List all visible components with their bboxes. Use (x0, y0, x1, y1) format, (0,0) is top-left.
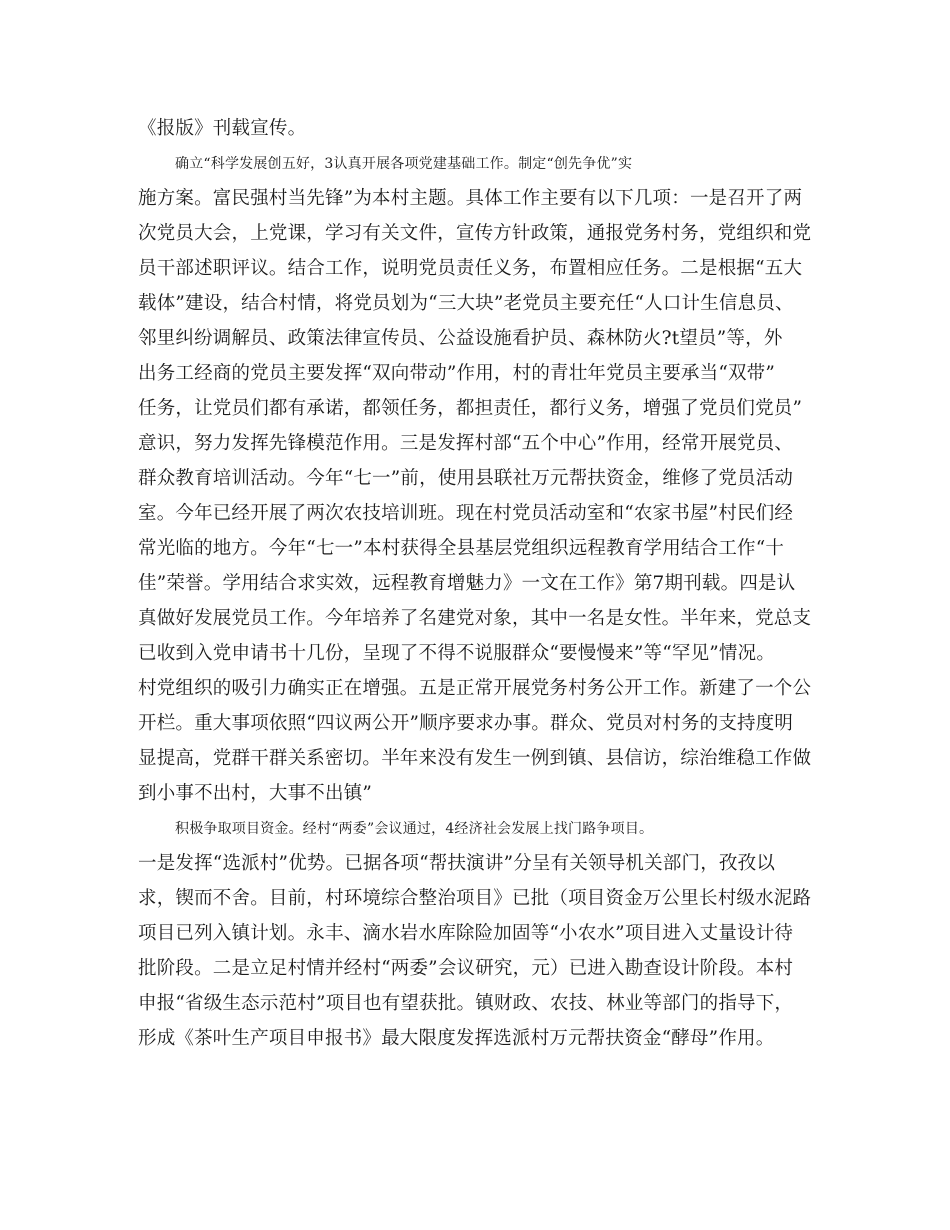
text-line: 群众教育培训活动。今年“七一”前，使用县联社万元帮扶资金，维修了党员活动 (138, 468, 794, 489)
text-line: 批阶段。二是立足村情并经村“两委”会议研究，元）已进入勘查设计阶段。本村 (138, 958, 794, 979)
paragraph-start-line: 积极争取项目资金。经村“两委”会议通过，4经济社会发展上找门路争项目。 (175, 821, 654, 837)
text-line: 载体”建设，结合村情，将党员划为“三大块”老党员主要充任“人口计生信息员、 (138, 293, 794, 314)
text-line: 一是发挥“选派村”优势。已据各项“帮扶演讲”分呈有关领导机关部门，孜孜以 (138, 853, 776, 874)
text-line: 村党组织的吸引力确实正在增强。五是正常开展党务村务公开工作。新建了一个公 (138, 678, 812, 699)
text-line: 常光临的地方。今年“七一”本村获得全县基层党组织远程教育学用结合工作“十 (138, 538, 785, 559)
text-line: 《报版》刊载宣传。 (138, 118, 307, 139)
paragraph-start-line: 确立“科学发展创五好，3认真开展各项党建基础工作。制定“创先争优”实 (175, 156, 633, 172)
text-line: 佳”荣誉。学用结合求实效，远程教育增魅力》一文在工作》第7期刊载。四是认 (138, 573, 796, 594)
text-line: 员干部述职评议。结合工作，说明党员责任义务，布置相应任务。二是根据“五大 (138, 258, 803, 279)
text-line: 形成《茶叶生产项目申报书》最大限度发挥选派村万元帮扶资金“酵母”作用。 (138, 1028, 775, 1049)
text-line: 求，锲而不舍。目前，村环境综合整治项目》已批（项目资金万公里长村级水泥路 (138, 888, 812, 909)
text-line: 项目已列入镇计划。永丰、滴水岩水库除险加固等“小农水”项目进入丈量设计待 (138, 923, 794, 944)
text-line: 开栏。重大事项依照“四议两公开”顺序要求办事。群众、党员对村务的支持度明 (138, 713, 794, 734)
text-line: 真做好发展党员工作。今年培养了名建党对象，其中一名是女性。半年来，党总支 (138, 608, 812, 629)
text-line: 室。今年已经开展了两次农技培训班。现在村党员活动室和“农家书屋”村民们经 (138, 503, 794, 524)
text-line: 已收到入党申请书十几份，呈现了不得不说服群众“要慢慢来”等“罕见”情况。 (138, 643, 776, 664)
text-line: 出务工经商的党员主要发挥“双向带动”作用，村的青壮年党员主要承当“双带” (138, 363, 776, 384)
text-line: 显提高，党群干群关系密切。半年来没有发生一例到镇、县信访，综治维稳工作做 (138, 748, 812, 769)
text-line: 到小事不出村，大事不出镇” (138, 783, 373, 804)
text-line: 任务，让党员们都有承诺，都领任务，都担责任，都行义务，增强了党员们党员” (138, 398, 803, 419)
text-line: 意识，努力发挥先锋模范作用。三是发挥村部“五个中心”作用，经常开展党员、 (138, 433, 794, 454)
text-line: 次党员大会，上党课，学习有关文件，宣传方针政策，通报党务村务，党组织和党 (138, 223, 812, 244)
text-line: 邻里纠纷调解员、政策法律宣传员、公益设施看护员、森林防火?t望员”等，外 (138, 328, 783, 349)
text-line: 申报“省级生态示范村”项目也有望获批。镇财政、农技、林业等部门的指导下， (138, 993, 794, 1014)
text-line: 施方案。富民强村当先锋”为本村主题。具体工作主要有以下几项：一是召开了两 (138, 188, 803, 209)
